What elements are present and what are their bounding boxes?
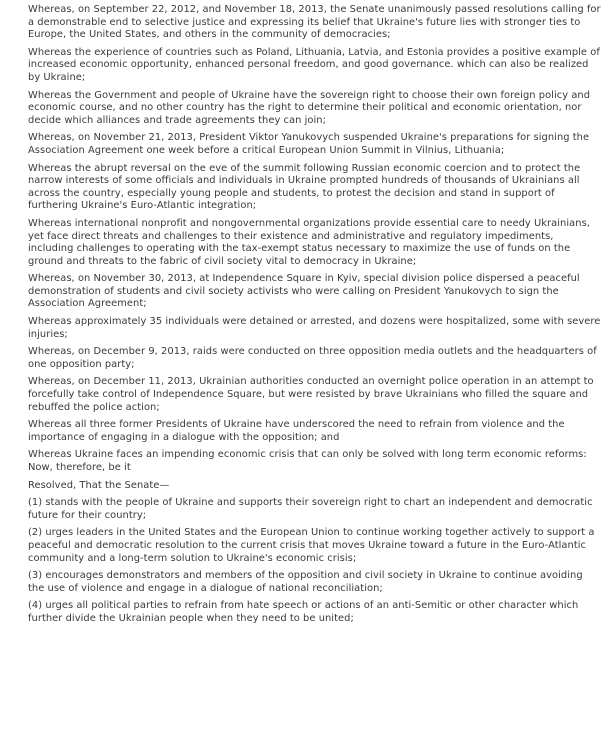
whereas-clause-12: Whereas Ukraine faces an impending economic crisis that can only be solved with long term economic reforms: Now, therefore, be it [28, 449, 587, 473]
resolved-item-3: (3) encourages demonstrators and members of the opposition and civil society in Ukraine to continue avoiding the use of violence and engage in a dialogue of national reconciliation; [28, 570, 583, 594]
resolved-item-2: (2) urges leaders in the United States and the European Union to continue working together actively to support a peaceful and democratic resolution to the current crisis that moves Ukraine toward a future in the Euro-Atlantic community and a long-term solution to Ukraine's economic crisis; [28, 527, 595, 564]
resolved-item-4: (4) urges all political parties to refrain from hate speech or actions of an anti-Semitic or other character which further divide the Ukrainian people when they need to be united; [28, 600, 579, 624]
whereas-clause-11: Whereas all three former Presidents of Ukraine have underscored the need to refrain from violence and the importance of engaging in a dialogue with the opposition; and [28, 419, 565, 443]
whereas-clause-2: Whereas the experience of countries such as Poland, Lithuania, Latvia, and Estonia provides a positive example of increased economic opportunity, enhanced personal freedom, and good governance. which can also be realized by Ukraine; [28, 46, 600, 83]
whereas-clause-4: Whereas, on November 21, 2013, President Viktor Yanukovych suspended Ukraine's preparations for signing the Association Agreement one week before a critical European Union Summit in Vilnius, Lithuania; [28, 132, 590, 156]
whereas-clause-1: Whereas, on September 22, 2012, and November 18, 2013, the Senate unanimously passed resolutions calling for a demonstrable end to selective justice and expressing its belief that Ukraine's future lies with stronger ties to Europe, the United States, and others in the community of democracies; [28, 4, 601, 41]
whereas-clause-5: Whereas the abrupt reversal on the eve of the summit following Russian economic coercion and to protect the narrow interests of some officials and individuals in Ukraine prompted hundreds of thousands of Ukrainians all across the country, especially young people and students, to protest the decision and stand in support of furthering Ukraine's Euro-Atlantic integration; [28, 162, 581, 212]
whereas-clause-9: Whereas, on December 9, 2013, raids were conducted on three opposition media outlets and the headquarters of one opposition party; [28, 346, 597, 370]
whereas-clause-7: Whereas, on November 30, 2013, at Independence Square in Kyiv, special division police dispersed a peaceful demonstration of students and civil society activists who were calling on President Yanukovych to sign the Association Agreement; [28, 273, 580, 310]
resolved-heading: Resolved, That the Senate— [28, 479, 170, 491]
resolved-item-1: (1) stands with the people of Ukraine and supports their sovereign right to chart an independent and democratic future for their country; [28, 497, 593, 521]
whereas-clause-3: Whereas the Government and people of Ukraine have the sovereign right to choose their own foreign policy and economic course, and no other country has the right to determine their political and economic orientation, nor decide which alliances and trade agreements they can join; [28, 89, 591, 126]
whereas-clause-8: Whereas approximately 35 individuals were detained or arrested, and dozens were hospitalized, some with severe injuries; [28, 316, 601, 340]
whereas-clause-10: Whereas, on December 11, 2013, Ukrainian authorities conducted an overnight police operation in an attempt to forcefully take control of Independence Square, but were resisted by brave Ukrainians who filled the square and rebuffed the police action; [28, 376, 594, 413]
whereas-clause-6: Whereas international nonprofit and nongovernmental organizations provide essential care to needy Ukrainians, yet face direct threats and challenges to their existence and administrative and regulatory impediments, including challenges to operating with the tax-exempt status necessary to maximize the use of funds on the ground and threats to the fabric of civil society vital to democracy in Ukraine; [28, 217, 590, 267]
